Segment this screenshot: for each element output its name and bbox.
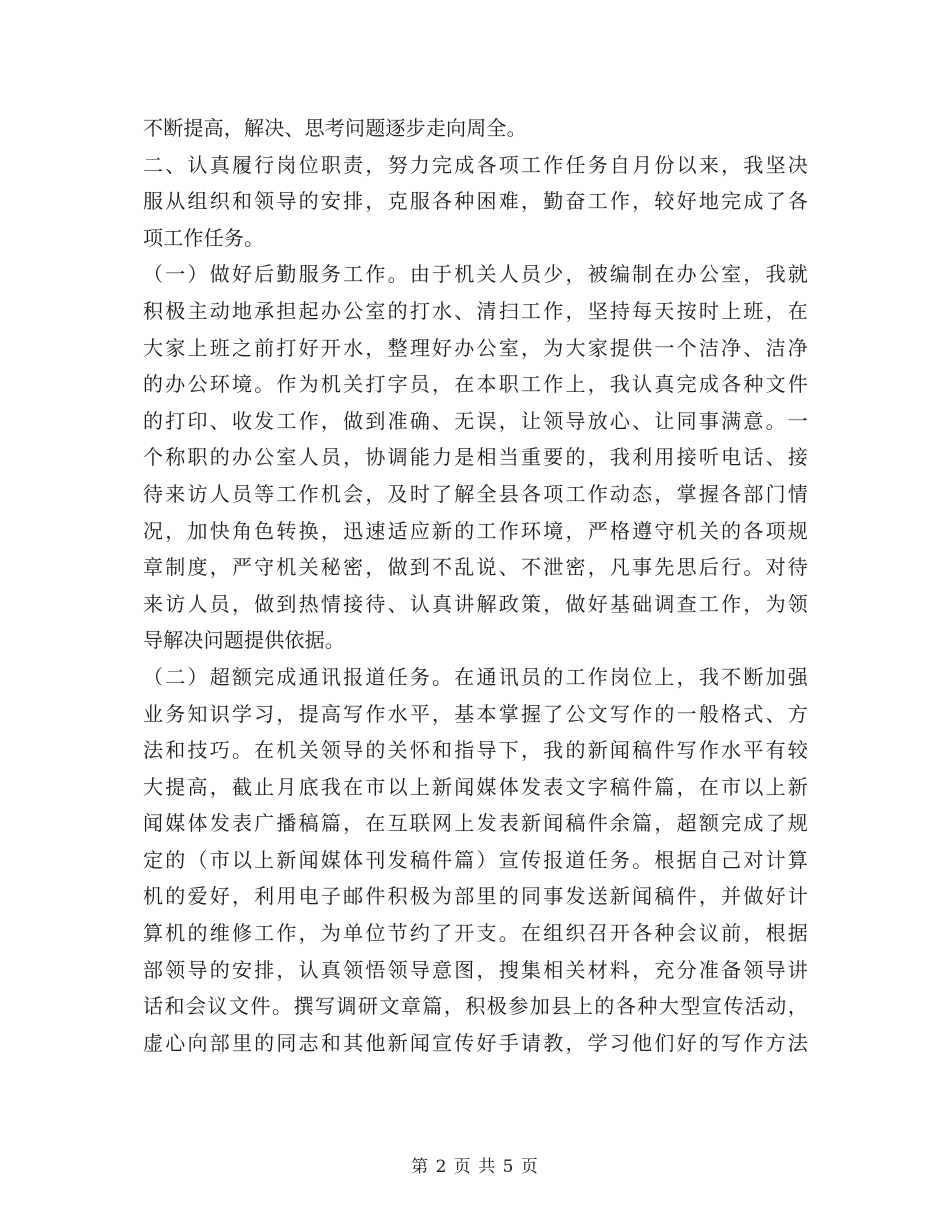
text-line: 法和技巧。在机关领导的关怀和指导下，我的新闻稿件写作水平有较 [143, 738, 808, 763]
page-number-footer: 第 2 页 共 5 页 [411, 1157, 539, 1177]
text-line: 来访人员，做到热情接待、认真讲解政策，做好基础调查工作，为领 [143, 591, 808, 616]
text-line: 项工作任务。 [143, 225, 265, 250]
text-line: 闻媒体发表广播稿篇，在互联网上发表新闻稿件余篇，超额完成了规 [143, 811, 808, 836]
text-line: （二）超额完成通讯报道任务。在通讯员的工作岗位上，我不断加强 [143, 664, 808, 689]
text-line: 虚心向部里的同志和其他新闻宣传好手请教，学习他们好的写作方法 [143, 1030, 808, 1055]
text-line: 二、认真履行岗位职责，努力完成各项工作任务自月份以来，我坚决 [143, 152, 808, 177]
text-line: 机的爱好，利用电子邮件积极为部里的同事发送新闻稿件，并做好计 [143, 884, 808, 909]
text-line: 章制度，严守机关秘密，做到不乱说、不泄密，凡事先思后行。对待 [143, 555, 808, 580]
text-line: 部领导的安排，认真领悟领导意图，搜集相关材料，充分准备领导讲 [143, 957, 808, 982]
text-line: 的办公环境。作为机关打字员，在本职工作上，我认真完成各种文件 [143, 372, 808, 397]
text-line: 服从组织和领导的安排，克服各种困难，勤奋工作，较好地完成了各 [143, 189, 808, 214]
text-line: 业务知识学习，提高写作水平，基本掌握了公文写作的一般格式、方 [143, 701, 808, 726]
text-line: 的打印、收发工作，做到准确、无误，让领导放心、让同事满意。一 [143, 408, 808, 433]
text-line: （一）做好后勤服务工作。由于机关人员少，被编制在办公室，我就 [143, 262, 808, 287]
text-line: 导解决问题提供依据。 [143, 628, 345, 653]
text-line: 不断提高，解决、思考问题逐步走向周全。 [143, 116, 527, 140]
text-line: 定的（市以上新闻媒体刊发稿件篇）宣传报道任务。根据自己对计算 [143, 847, 808, 872]
text-line: 积极主动地承担起办公室的打水、清扫工作，坚持每天按时上班，在 [143, 298, 808, 323]
text-line: 个称职的办公室人员，协调能力是相当重要的，我利用接听电话、接 [143, 445, 808, 470]
text-line: 话和会议文件。撰写调研文章篇，积极参加县上的各种大型宣传活动， [143, 994, 808, 1019]
text-line: 大提高，截止月底我在市以上新闻媒体发表文字稿件篇，在市以上新 [143, 774, 808, 799]
text-line: 算机的维修工作，为单位节约了开支。在组织召开各种会议前，根据 [143, 921, 808, 946]
body-text [143, 110, 808, 1061]
text-line: 待来访人员等工作机会，及时了解全县各项工作动态，掌握各部门情 [143, 481, 808, 506]
text-line: 大家上班之前打好开水，整理好办公室，为大家提供一个洁净、洁净 [143, 335, 808, 360]
text-line: 况，加快角色转换，迅速适应新的工作环境，严格遵守机关的各项规 [143, 518, 808, 543]
